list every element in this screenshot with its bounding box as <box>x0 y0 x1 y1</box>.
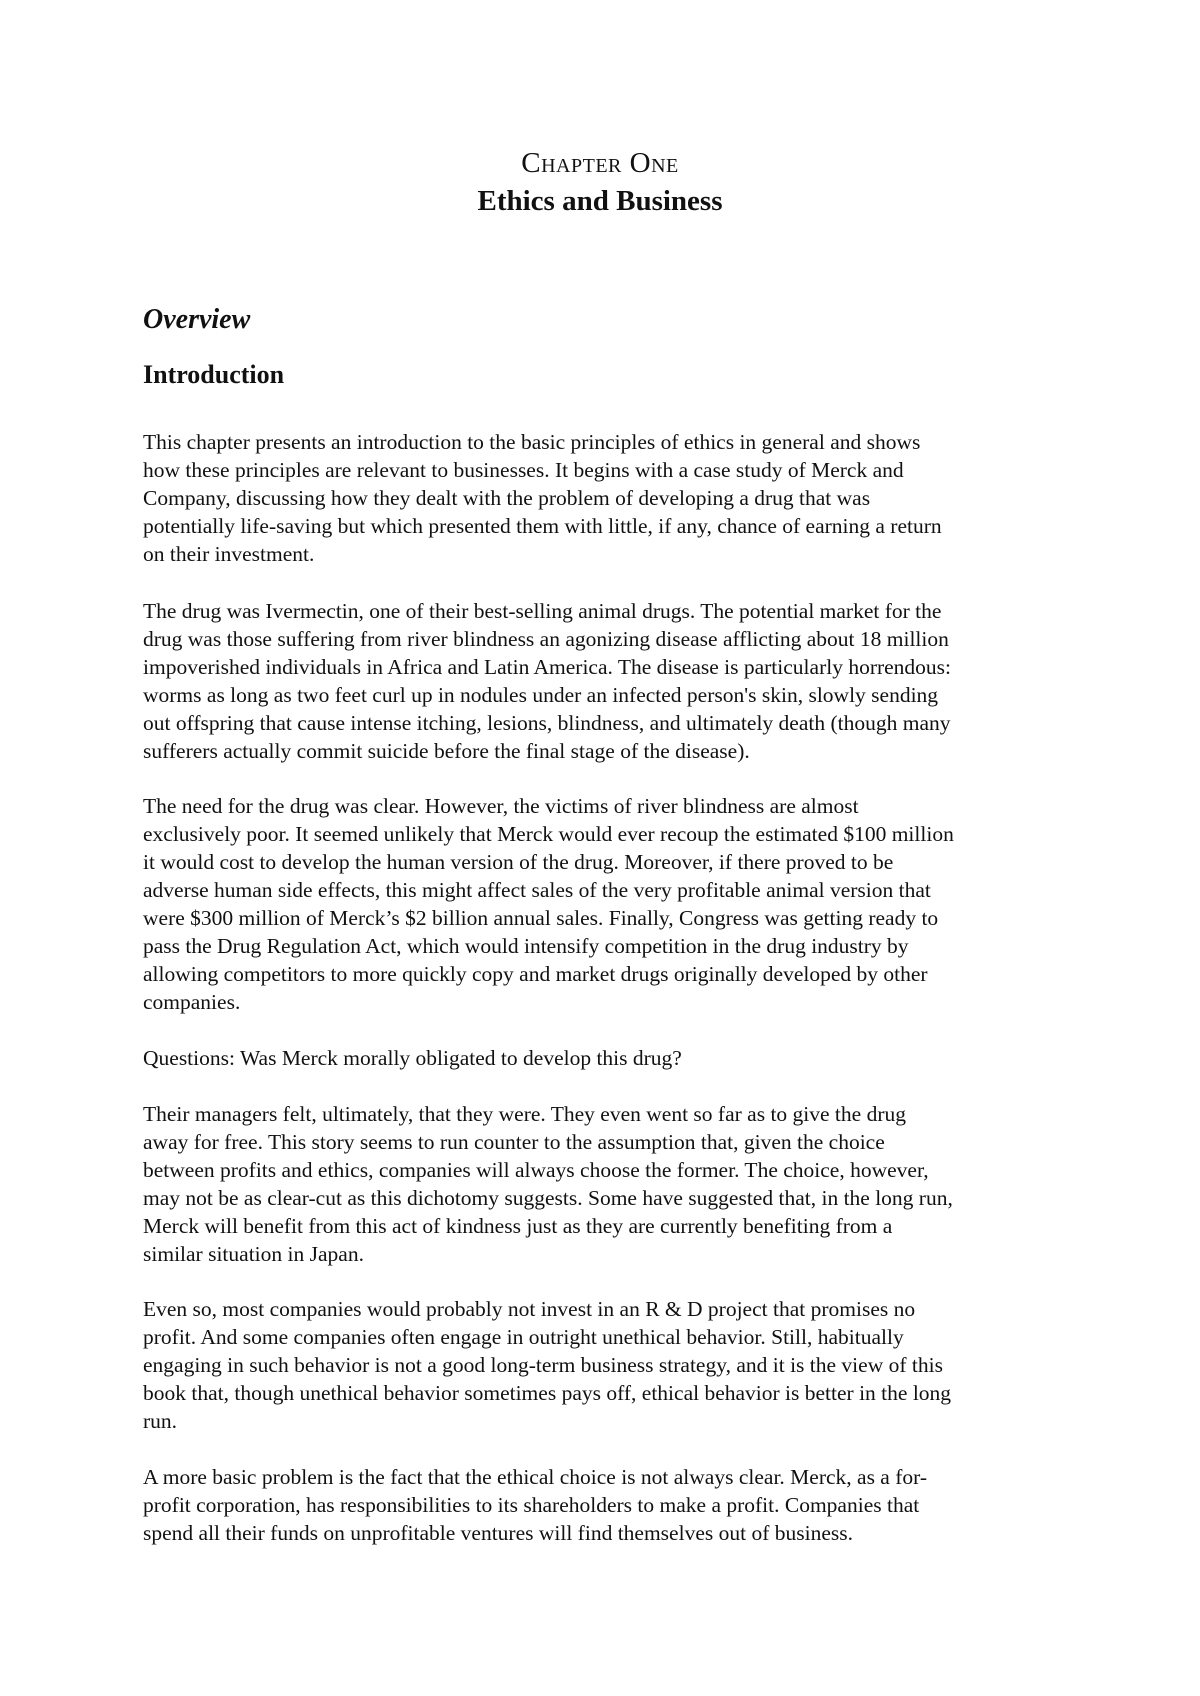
text-line: A more basic problem is the fact that the ethical choice is not always clear. Merck, as a for- <box>143 1465 928 1489</box>
text-line: impoverished individuals in Africa and Latin America. The disease is particularly horrendous: <box>143 655 952 679</box>
paragraph-4 <box>143 1044 1061 1072</box>
text-line: on their investment. <box>143 542 315 566</box>
text-line: Their managers felt, ultimately, that they were. They even went so far as to give the drug <box>143 1102 906 1126</box>
text-line: Merck will benefit from this act of kindness just as they are currently benefiting from a <box>143 1214 893 1238</box>
text-line: sufferers actually commit suicide before the final stage of the disease). <box>143 739 750 763</box>
text-line: drug was those suffering from river blindness an agonizing disease afflicting about 18 million <box>143 627 949 651</box>
text-line: The need for the drug was clear. However, the victims of river blindness are almost <box>143 794 859 818</box>
paragraph-text <box>143 1100 1061 1268</box>
text-line: adverse human side effects, this might affect sales of the very profitable animal version that <box>143 878 931 902</box>
paragraph-1 <box>143 428 1061 568</box>
text-line: were $300 million of Merck’s $2 billion annual sales. Finally, Congress was getting ready to <box>143 906 939 930</box>
paragraph-text <box>143 792 1061 1016</box>
paragraph-2 <box>143 597 1061 765</box>
text-line: pass the Drug Regulation Act, which would intensify competition in the drug industry by <box>143 934 909 958</box>
text-line: how these principles are relevant to businesses. It begins with a case study of Merck and <box>143 458 904 482</box>
paragraph-text <box>143 597 1061 765</box>
chapter-title: Ethics and Business <box>477 185 723 217</box>
paragraph-6 <box>143 1295 1061 1435</box>
paragraph-3 <box>143 792 1061 1016</box>
paragraph-text <box>143 1463 1061 1547</box>
text-line: Even so, most companies would probably not invest in an R & D project that promises no <box>143 1297 916 1321</box>
text-line: profit. And some companies often engage in outright unethical behavior. Still, habitually <box>143 1325 904 1349</box>
chapter-label: Chapter One <box>521 147 679 179</box>
text-line: worms as long as two feet curl up in nodules under an infected person's skin, slowly sending <box>143 683 939 707</box>
text-line: The drug was Ivermectin, one of their best-selling animal drugs. The potential market for the <box>143 599 942 623</box>
paragraph-text <box>143 428 1061 568</box>
text-line: Questions: Was Merck morally obligated to develop this drug? <box>143 1046 682 1070</box>
text-line: it would cost to develop the human version of the drug. Moreover, if there proved to be <box>143 850 894 874</box>
introduction-heading: Introduction <box>143 360 285 389</box>
paragraph-text <box>143 1044 1061 1072</box>
text-line: similar situation in Japan. <box>143 1242 364 1266</box>
text-line: Company, discussing how they dealt with the problem of developing a drug that was <box>143 486 871 510</box>
text-line: between profits and ethics, companies will always choose the former. The choice, however, <box>143 1158 929 1182</box>
text-line: engaging in such behavior is not a good long-term business strategy, and it is the view of this <box>143 1353 943 1377</box>
text-line: spend all their funds on unprofitable ventures will find themselves out of business. <box>143 1521 853 1545</box>
text-line: away for free. This story seems to run counter to the assumption that, given the choice <box>143 1130 885 1154</box>
text-line: may not be as clear-cut as this dichotomy suggests. Some have suggested that, in the long run, <box>143 1186 953 1210</box>
text-line: exclusively poor. It seemed unlikely that Merck would ever recoup the estimated $100 million <box>143 822 954 846</box>
text-line: book that, though unethical behavior sometimes pays off, ethical behavior is better in the long <box>143 1381 952 1405</box>
text-line: run. <box>143 1409 178 1433</box>
paragraph-7 <box>143 1463 1061 1547</box>
paragraph-text <box>143 1295 1061 1435</box>
text-line: This chapter presents an introduction to the basic principles of ethics in general and shows <box>143 430 921 454</box>
text-line: profit corporation, has responsibilities to its shareholders to make a profit. Companies that <box>143 1493 920 1517</box>
overview-heading: Overview <box>143 304 251 335</box>
text-line: potentially life-saving but which presented them with little, if any, chance of earning a return <box>143 514 942 538</box>
paragraph-5 <box>143 1100 1061 1268</box>
text-line: allowing competitors to more quickly copy and market drugs originally developed by other <box>143 962 928 986</box>
text-line: out offspring that cause intense itching, lesions, blindness, and ultimately death (though many <box>143 711 951 735</box>
text-line: companies. <box>143 990 241 1014</box>
